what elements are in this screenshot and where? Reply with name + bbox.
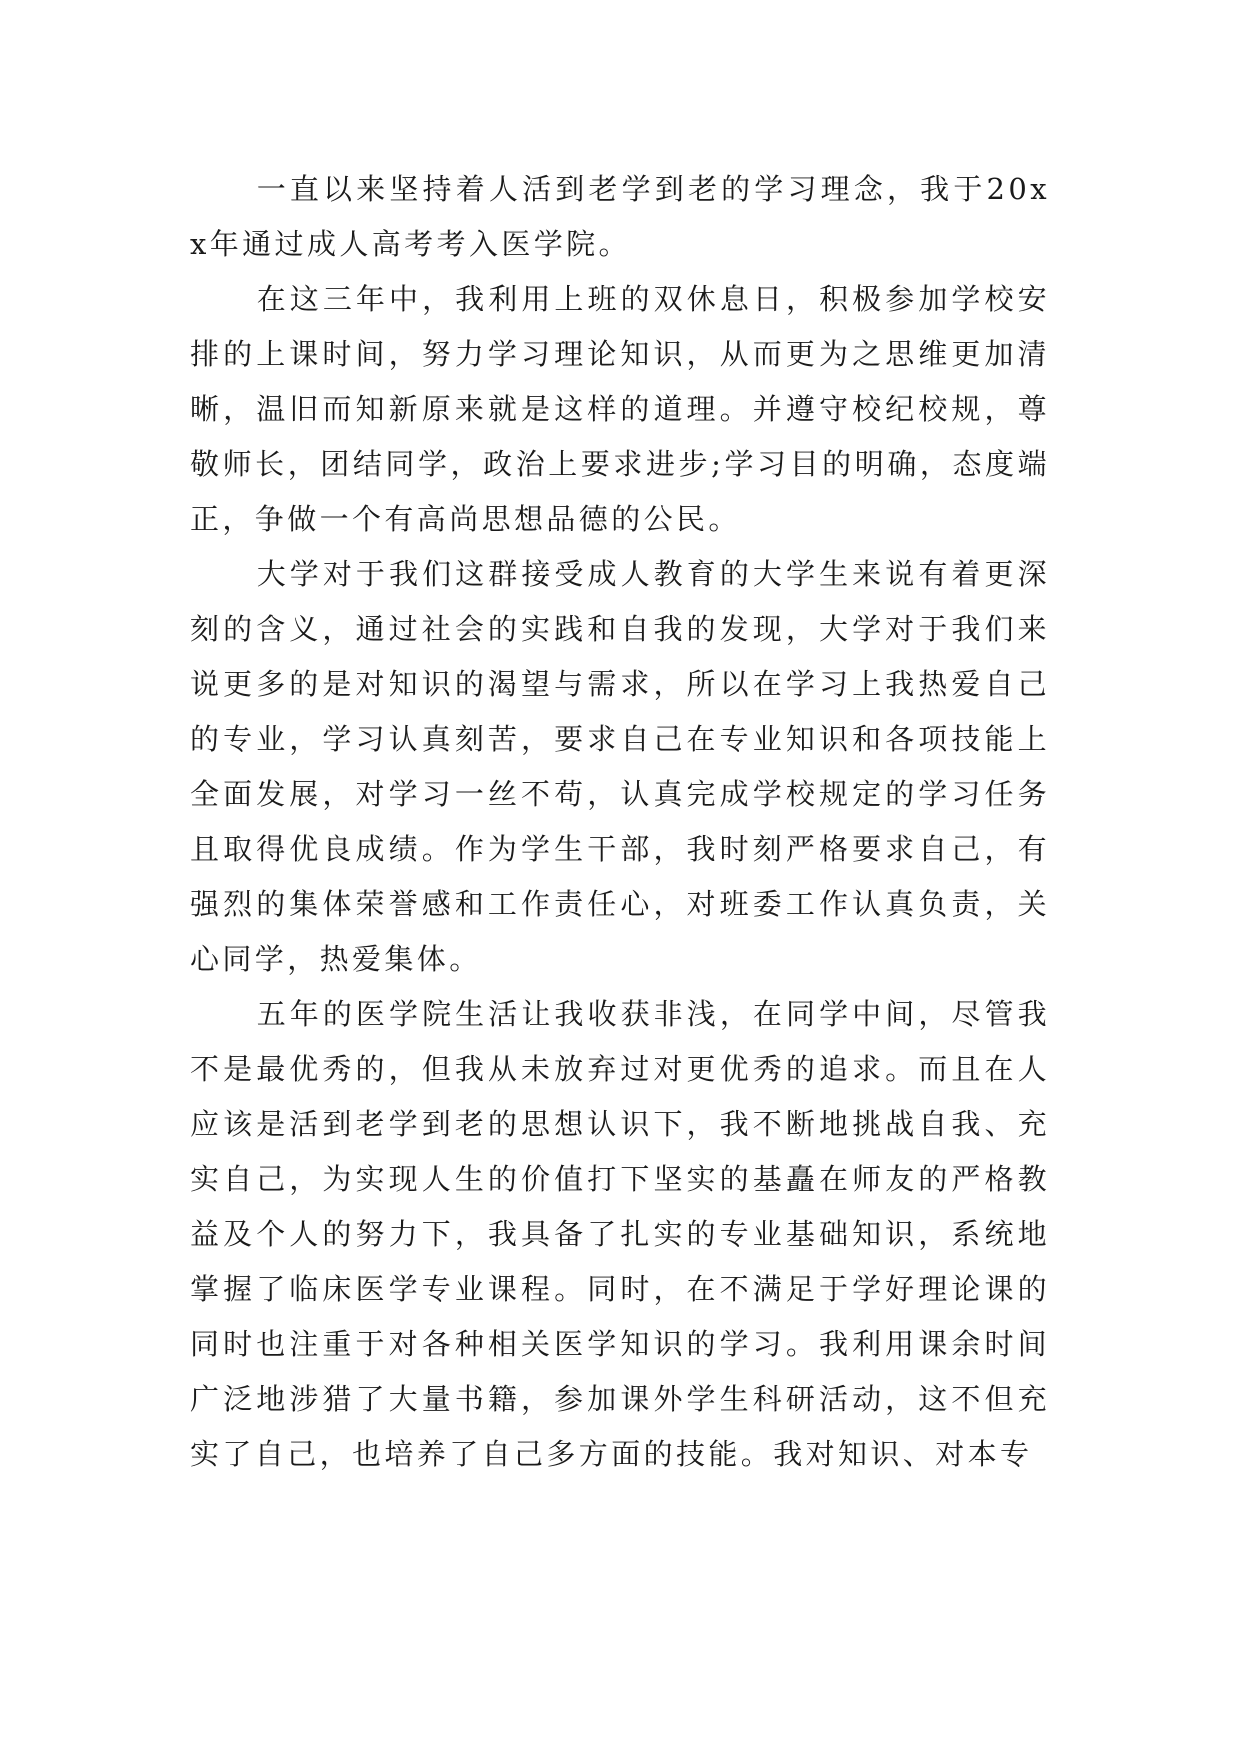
paragraph-1: 一直以来坚持着人活到老学到老的学习理念，我于20xx年通过成人高考考入医学院。 <box>190 172 1050 261</box>
paragraph-4: 五年的医学院生活让我收获非浅，在同学中间，尽管我不是最优秀的，但我从未放弃过对更优秀的追求。而且在人应该是活到老学到老的思想认识下，我不断地挑战自我、充实自己，为实现人生的价值打下坚实的基矗在师友的严格教益及个人的努力下，我具备了扎实的专业基础知识，系统地掌握了临床医学专业课程。同时，在不满足于学好理论课的同时也注重于对各种相关医学知识的学习。我利用课余时间广泛地涉猎了大量书籍，参加课外学生科研活动，这不但充实了自己，也培养了自己多方面的技能。我对知识、对本专 <box>190 997 1050 1471</box>
paragraph-2: 在这三年中，我利用上班的双休息日，积极参加学校安排的上课时间，努力学习理论知识，从而更为之思维更加清晰，温旧而知新原来就是这样的道理。并遵守校纪校规，尊敬师长，团结同学，政治上要求进步;学习目的明确，态度端正，争做一个有高尚思想品德的公民。 <box>190 282 1050 536</box>
document-body <box>190 162 1050 1482</box>
paragraph-3: 大学对于我们这群接受成人教育的大学生来说有着更深刻的含义，通过社会的实践和自我的发现，大学对于我们来说更多的是对知识的渴望与需求，所以在学习上我热爱自己的专业，学习认真刻苦，要求自己在专业知识和各项技能上全面发展，对学习一丝不苟，认真完成学校规定的学习任务且取得优良成绩。作为学生干部，我时刻严格要求自己，有强烈的集体荣誉感和工作责任心，对班委工作认真负责，关心同学，热爱集体。 <box>190 557 1050 976</box>
